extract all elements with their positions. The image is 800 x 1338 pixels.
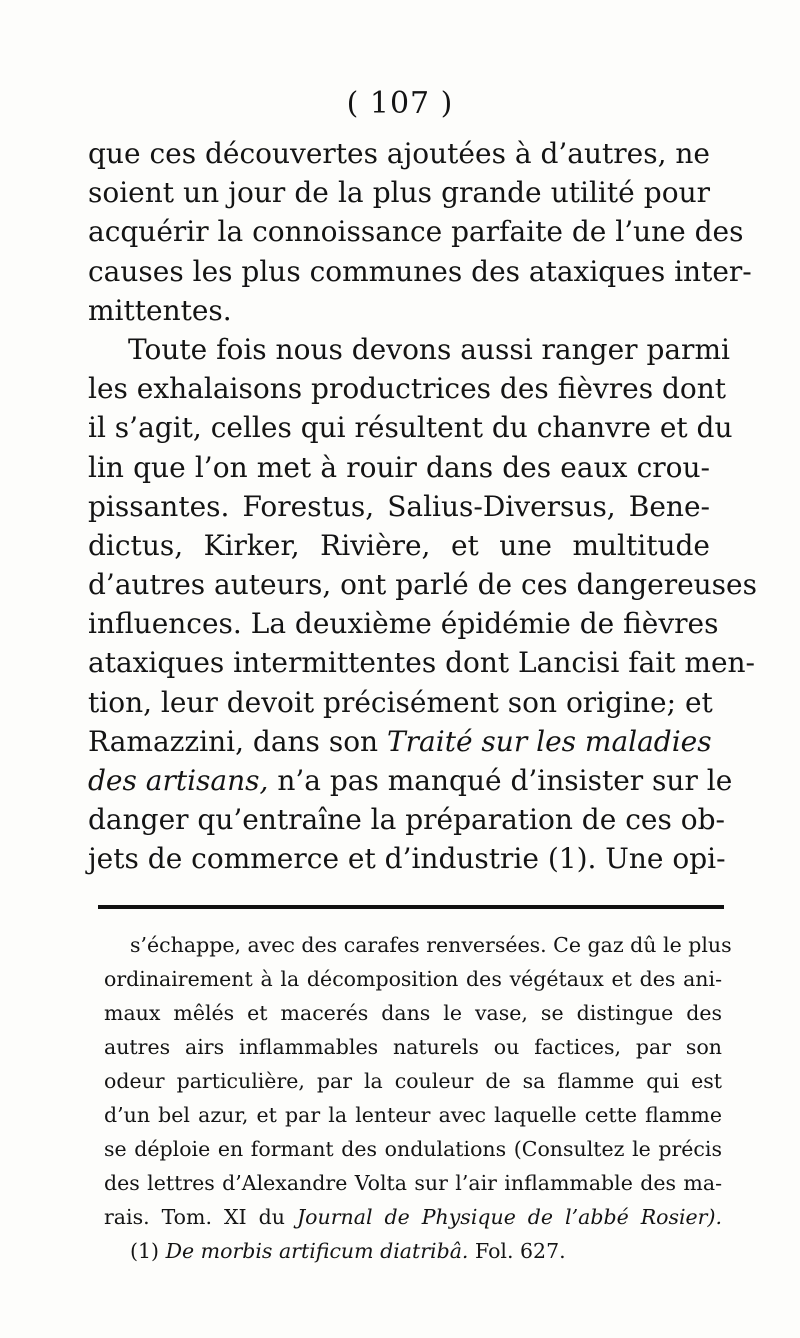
text-line: soient un jour de la plus grande utilité pour xyxy=(88,176,710,210)
text-line: tion, leur devoit précisément son origine; et xyxy=(88,685,713,719)
text-segment: n’a pas manqué d’insister sur le xyxy=(277,764,733,797)
footnote-line: s’échappe, avec des carafes renversées. Ce gaz dû le plus xyxy=(130,933,732,957)
footnote-line xyxy=(104,1200,722,1234)
footnote-line: autres airs inflammables naturels ou factices, par son xyxy=(104,1035,722,1059)
footnote-line: odeur particulière, par la couleur de sa flamme qui est xyxy=(104,1069,722,1093)
footnote-line: d’un bel azur, et par la lenteur avec laquelle cette flamme xyxy=(104,1103,722,1127)
paragraph-start-line: Toute fois nous devons aussi ranger parmi xyxy=(128,332,730,366)
text-line: influences. La deuxième épidémie de fièvres xyxy=(88,607,719,641)
footnote-line: maux mêlés et macerés dans le vase, se distingue des xyxy=(104,1001,722,1025)
text-line: il s’agit, celles qui résultent du chanvre et du xyxy=(88,411,733,445)
text-line: ataxiques intermittentes dont Lancisi fait men- xyxy=(88,646,756,680)
text-line: danger qu’entraîne la préparation de ces ob- xyxy=(88,803,725,837)
page-number: ( 107 ) xyxy=(346,86,454,121)
text-segment: Ramazzini, dans son xyxy=(88,724,379,758)
text-line: acquérir la connoissance parfaite de l’une des xyxy=(88,215,744,249)
text-line xyxy=(88,722,710,761)
text-line: lin que l’on met à rouir dans des eaux crou- xyxy=(88,450,710,484)
text-line xyxy=(88,761,733,800)
text-line: jets de commerce et d’industrie (1). Une opi- xyxy=(88,842,726,876)
text-line: dictus, Kirker, Rivière, et une multitude xyxy=(88,528,710,562)
text-line: que ces découvertes ajoutées à d’autres, ne xyxy=(88,137,710,170)
text-segment: rais. Tom. XI du xyxy=(104,1205,285,1229)
footnote-line: se déploie en formant des ondulations (Consultez le précis xyxy=(104,1137,722,1161)
footnote-separator xyxy=(98,905,724,909)
footnote-block xyxy=(104,928,732,1268)
italic-title: Traité sur les maladies xyxy=(387,724,712,758)
footnote-marker: (1) xyxy=(130,1239,160,1263)
italic-title: De morbis artificum diatribâ. xyxy=(165,1239,469,1263)
text-line: les exhalaisons productrices des fièvres dont xyxy=(88,372,727,406)
text-line: pissantes. Forestus, Salius-Diversus, Bene- xyxy=(88,489,710,523)
italic-title: des artisans, xyxy=(88,764,269,797)
text-line: mittentes. xyxy=(88,293,232,327)
italic-title: Journal de Physique de l’abbé Rosier). xyxy=(296,1205,722,1229)
footnote-line: ordinairement à la décomposition des végétaux et des ani- xyxy=(104,967,722,991)
main-text-block xyxy=(88,134,757,879)
footnote-line: des lettres d’Alexandre Volta sur l’air inflammable des ma- xyxy=(104,1171,722,1195)
footnote-line xyxy=(104,1234,722,1268)
text-line: d’autres auteurs, ont parlé de ces dangereuses xyxy=(88,568,757,602)
text-segment: Fol. 627. xyxy=(474,1239,566,1263)
text-line: causes les plus communes des ataxiques inter- xyxy=(88,254,752,288)
